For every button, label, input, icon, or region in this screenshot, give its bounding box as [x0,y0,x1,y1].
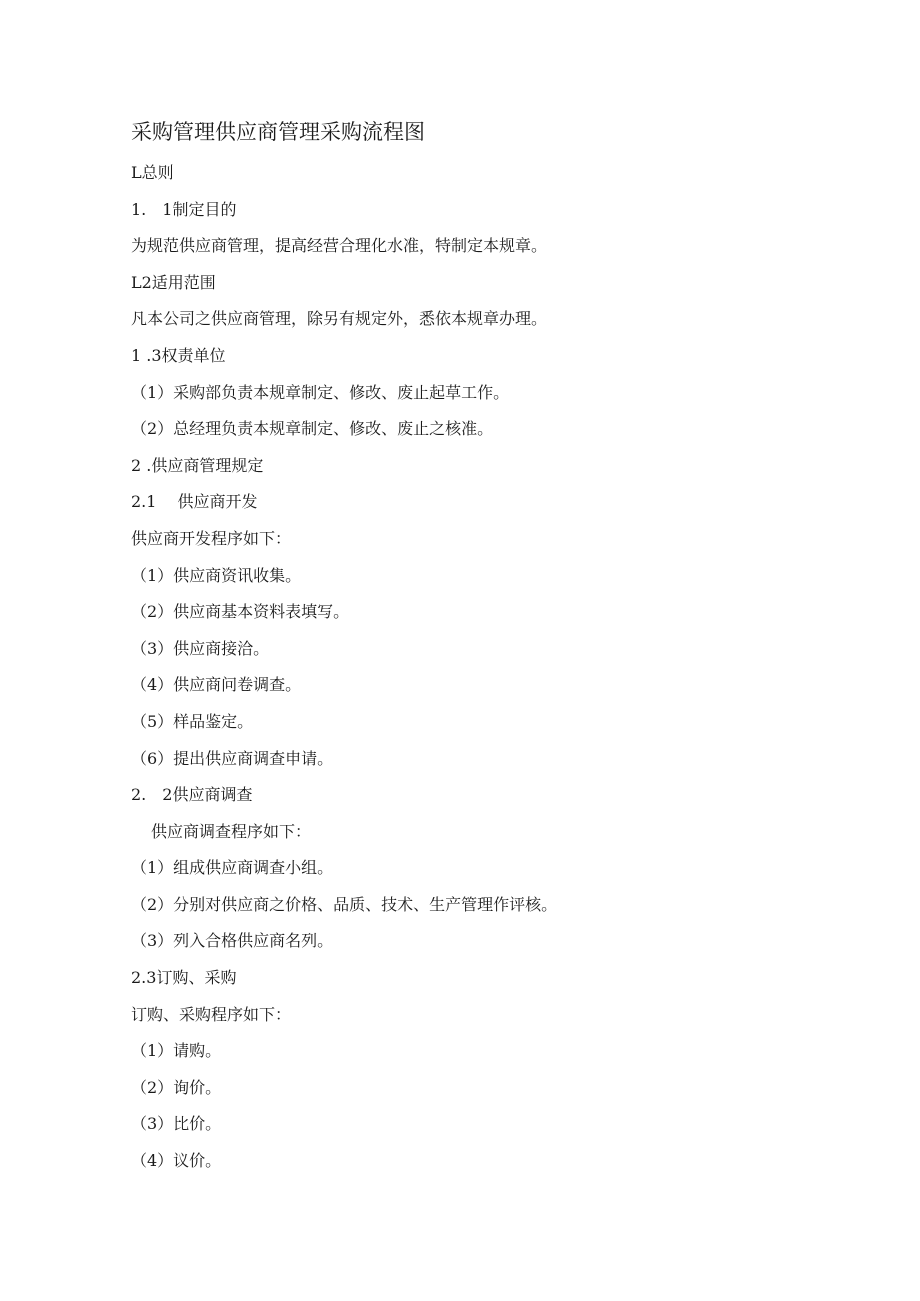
section-heading-investigation: 2. 2供应商调查 [131,785,253,805]
paragraph: 供应商开发程序如下： [131,528,292,548]
section-heading-general: L总则 [131,163,174,182]
document-title: 采购管理供应商管理采购流程图 [131,120,425,144]
list-item: （1）采购部负责本规章制定、修改、废止起草工作。 [131,382,510,402]
list-item: （3）供应商接洽。 [131,638,270,658]
paragraph: 为规范供应商管理，提高经营合理化水准，特制定本规章。 [131,236,548,256]
paragraph: 订购、采购程序如下： [131,1004,292,1024]
section-heading-rules: 2 .供应商管理规定 [131,455,264,475]
list-item: （2）总经理负责本规章制定、修改、废止之核准。 [131,419,494,439]
section-heading-scope: L2适用范围 [131,272,216,292]
section-heading-development: 2.1 供应商开发 [131,492,258,512]
list-item: （1）组成供应商调查小组。 [131,858,334,878]
section-heading-ordering: 2.3订购、采购 [131,968,237,988]
paragraph: 凡本公司之供应商管理，除另有规定外，悉依本规章办理。 [131,309,548,329]
list-item: （6）提出供应商调查申请。 [131,748,334,768]
list-item: （3）列入合格供应商名列。 [131,931,334,951]
paragraph: 供应商调查程序如下： [151,821,312,841]
list-item: （1）请购。 [131,1041,222,1061]
list-item: （4）议价。 [131,1151,222,1171]
list-item: （2）询价。 [131,1077,222,1097]
section-heading-responsibility: 1 .3权责单位 [131,345,226,365]
list-item: （4）供应商问卷调查。 [131,675,302,695]
list-item: （5）样品鉴定。 [131,711,254,731]
section-heading-purpose: 1. 1制定目的 [131,199,237,219]
document-body [131,155,557,1180]
list-item: （2）分别对供应商之价格、品质、技术、生产管理作评核。 [131,894,558,914]
list-item: （1）供应商资讯收集。 [131,565,302,585]
list-item: （3）比价。 [131,1114,222,1134]
list-item: （2）供应商基本资料表填写。 [131,602,350,622]
